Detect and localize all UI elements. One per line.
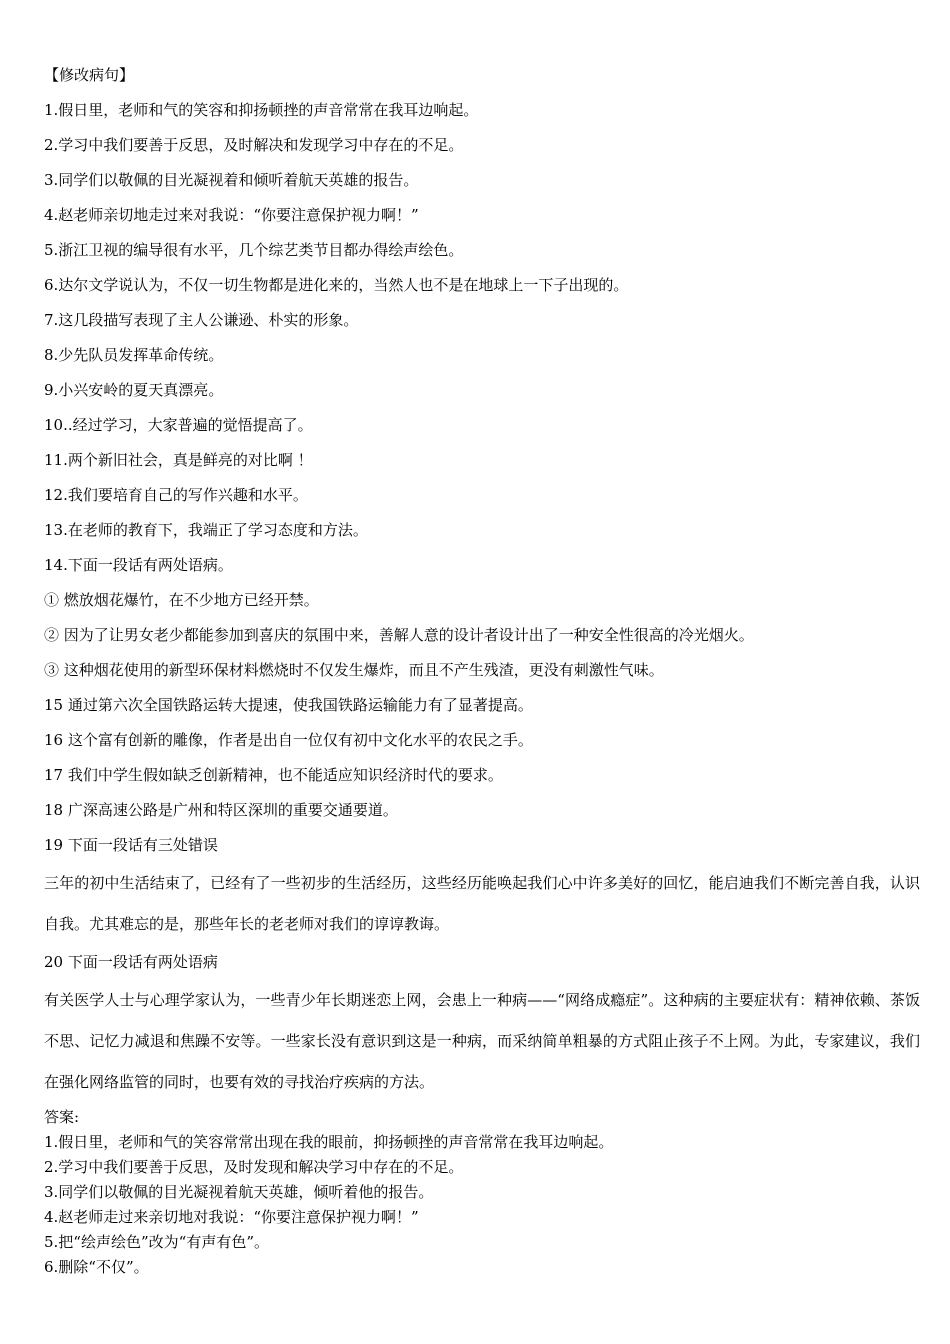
paragraph-20: 有关医学人士与心理学家认为，一些青少年长期迷恋上网，会患上一种病——“网络成瘾症”。这种病的主要症状有：精神依赖、茶饭不思、记忆力减退和焦躁不安等。一些家长没有意识到这是一种病，而采纳简单粗暴的方式阻止孩子不上网。为此，专家建议，我们在强化网络监管的同时，也要有效的寻找治疗疾病的方法。 [44,991,920,1091]
question-item: ② 因为了让男女老少都能参加到喜庆的氛围中来，善解人意的设计者设计出了一种安全性很高的冷光烟火。 [44,626,754,644]
question-item: 14.下面一段话有两处语病。 [44,556,233,574]
paragraph-19: 三年的初中生活结束了，已经有了一些初步的生活经历，这些经历能唤起我们心中许多美好的回忆，能启迪我们不断完善自我，认识自我。尤其难忘的是，那些年长的老老师对我们的谆谆教诲。 [44,874,920,933]
question-item: 8.少先队员发挥革命传统。 [44,346,224,364]
question-item: 17 我们中学生假如缺乏创新精神，也不能适应知识经济时代的要求。 [44,766,503,784]
section-title: 【修改病句】 [44,66,135,84]
question-item: ③ 这种烟花使用的新型环保材料燃烧时不仅发生爆炸，而且不产生残渣，更没有刺激性气味。 [44,661,664,679]
question-item: 11.两个新旧社会，真是鲜亮的对比啊 ！ [44,451,313,469]
question-item: 1.假日里，老师和气的笑容和抑扬顿挫的声音常常在我耳边响起。 [44,101,479,119]
question-item: 12.我们要培育自己的写作兴趣和水平。 [44,486,308,504]
question-item: 5.浙江卫视的编导很有水平，几个综艺类节目都办得绘声绘色。 [44,241,464,259]
question-item: 7.这几段描写表现了主人公谦逊、朴实的形象。 [44,311,359,329]
question-item: 3.同学们以敬佩的目光凝视着和倾听着航天英雄的报告。 [44,171,419,189]
question-item: 2.学习中我们要善于反思，及时解决和发现学习中存在的不足。 [44,136,464,154]
question-item: 15 通过第六次全国铁路运转大提速，使我国铁路运输能力有了显著提高。 [44,696,533,714]
answer-item: 4.赵老师走过来亲切地对我说：“你要注意保护视力啊！” [44,1208,419,1226]
question-item: 4.赵老师亲切地走过来对我说：“你要注意保护视力啊！” [44,206,419,224]
answers-title: 答案: [44,1108,80,1126]
question-item: 19 下面一段话有三处错误 [44,836,218,854]
question-item: 18 广深高速公路是广州和特区深圳的重要交通要道。 [44,801,398,819]
answer-item: 2.学习中我们要善于反思，及时发现和解决学习中存在的不足。 [44,1158,464,1176]
answer-item: 6.删除“不仅”。 [44,1258,149,1276]
answer-item: 5.把“绘声绘色”改为“有声有色”。 [44,1233,269,1251]
answer-item: 3.同学们以敬佩的目光凝视着航天英雄，倾听着他的报告。 [44,1183,434,1201]
answers-section [44,1105,920,1280]
question-item: 9.小兴安岭的夏天真漂亮。 [44,381,224,399]
question-item: 10..经过学习，大家普遍的觉悟提高了。 [44,416,313,434]
questions-section [44,58,920,1103]
answer-item: 1.假日里，老师和气的笑容常常出现在我的眼前，抑扬顿挫的声音常常在我耳边响起。 [44,1133,614,1151]
question-item: ① 燃放烟花爆竹，在不少地方已经开禁。 [44,591,319,609]
heading-20: 20 下面一段话有两处语病 [44,953,218,971]
question-item: 6.达尔文学说认为，不仅一切生物都是进化来的，当然人也不是在地球上一下子出现的。 [44,276,629,294]
question-item: 16 这个富有创新的雕像，作者是出自一位仅有初中文化水平的农民之手。 [44,731,533,749]
question-item: 13.在老师的教育下，我端正了学习态度和方法。 [44,521,368,539]
